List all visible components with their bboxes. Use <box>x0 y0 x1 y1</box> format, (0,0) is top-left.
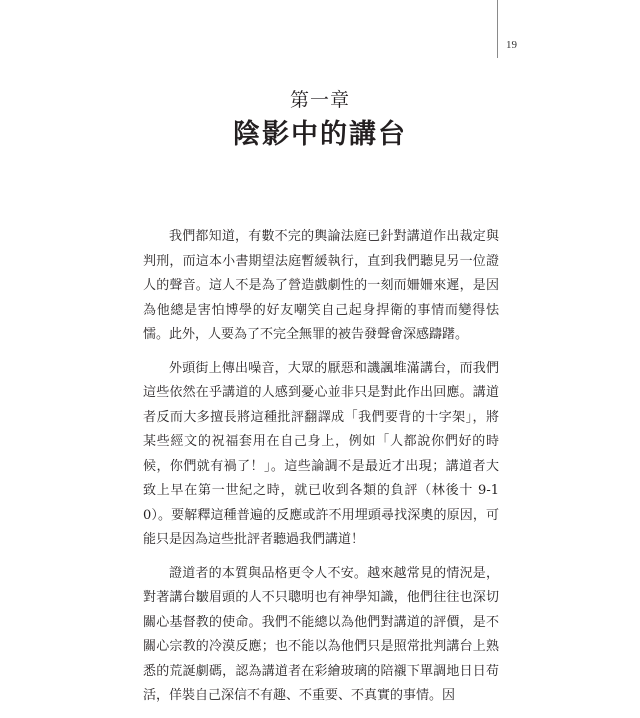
paragraph-2: 外頭街上傳出噪音，大眾的厭惡和譏諷堆滿講台，而我們這些依然在乎講道的人感到憂心並非只是對此作出回應。講道者反而大多擅長將這種批評翻譯成「我們要背的十字架」，將某些經文的祝福套用在自己身上，例如「人都說你們好的時候，你們就有禍了！」。這些論調不是最近才出現；講道者大致上早在第一世紀之時，就已收到各類的負評（林後十 9-10）。要解釋這種普遍的反應或許不用埋頭尋找深奧的原因，可能只是因為這些批評者聽過我們講道！ <box>143 360 499 547</box>
page-edge-rule <box>497 0 498 58</box>
chapter-label: 第一章 <box>289 89 350 111</box>
page-number: 19 <box>506 39 517 51</box>
body-text <box>143 225 499 718</box>
paragraph-1: 我們都知道，有數不完的輿論法庭已針對講道作出裁定與判刑，而這本小書期望法庭暫緩執行，直到我們聽見另一位證人的聲音。這人不是為了營造戲劇性的一刻而姍姍來遲，是因為他總是害怕博學的好友嘲笑自己起身捍衛的事情而變得怯懦。此外，人要為了不完全無罪的被告發聲會深感躊躇。 <box>143 229 499 342</box>
chapter-title: 陰影中的講台 <box>233 119 407 150</box>
paragraph-3: 證道者的本質與品格更令人不安。越來越常見的情況是，對著講台皺眉頭的人不只聰明也有神學知識，他們往往也深切關心基督教的使命。我們不能總以為他們對講道的評價，是不關心宗教的冷漠反應；也不能以為他們只是照常批判講台上熟悉的荒誕劇碼，認為講道者在彩繪玻璃的陪襯下單調地日日苟活，佯裝自己深信不有趣、不重要、不真實的事情。因 <box>143 565 499 703</box>
